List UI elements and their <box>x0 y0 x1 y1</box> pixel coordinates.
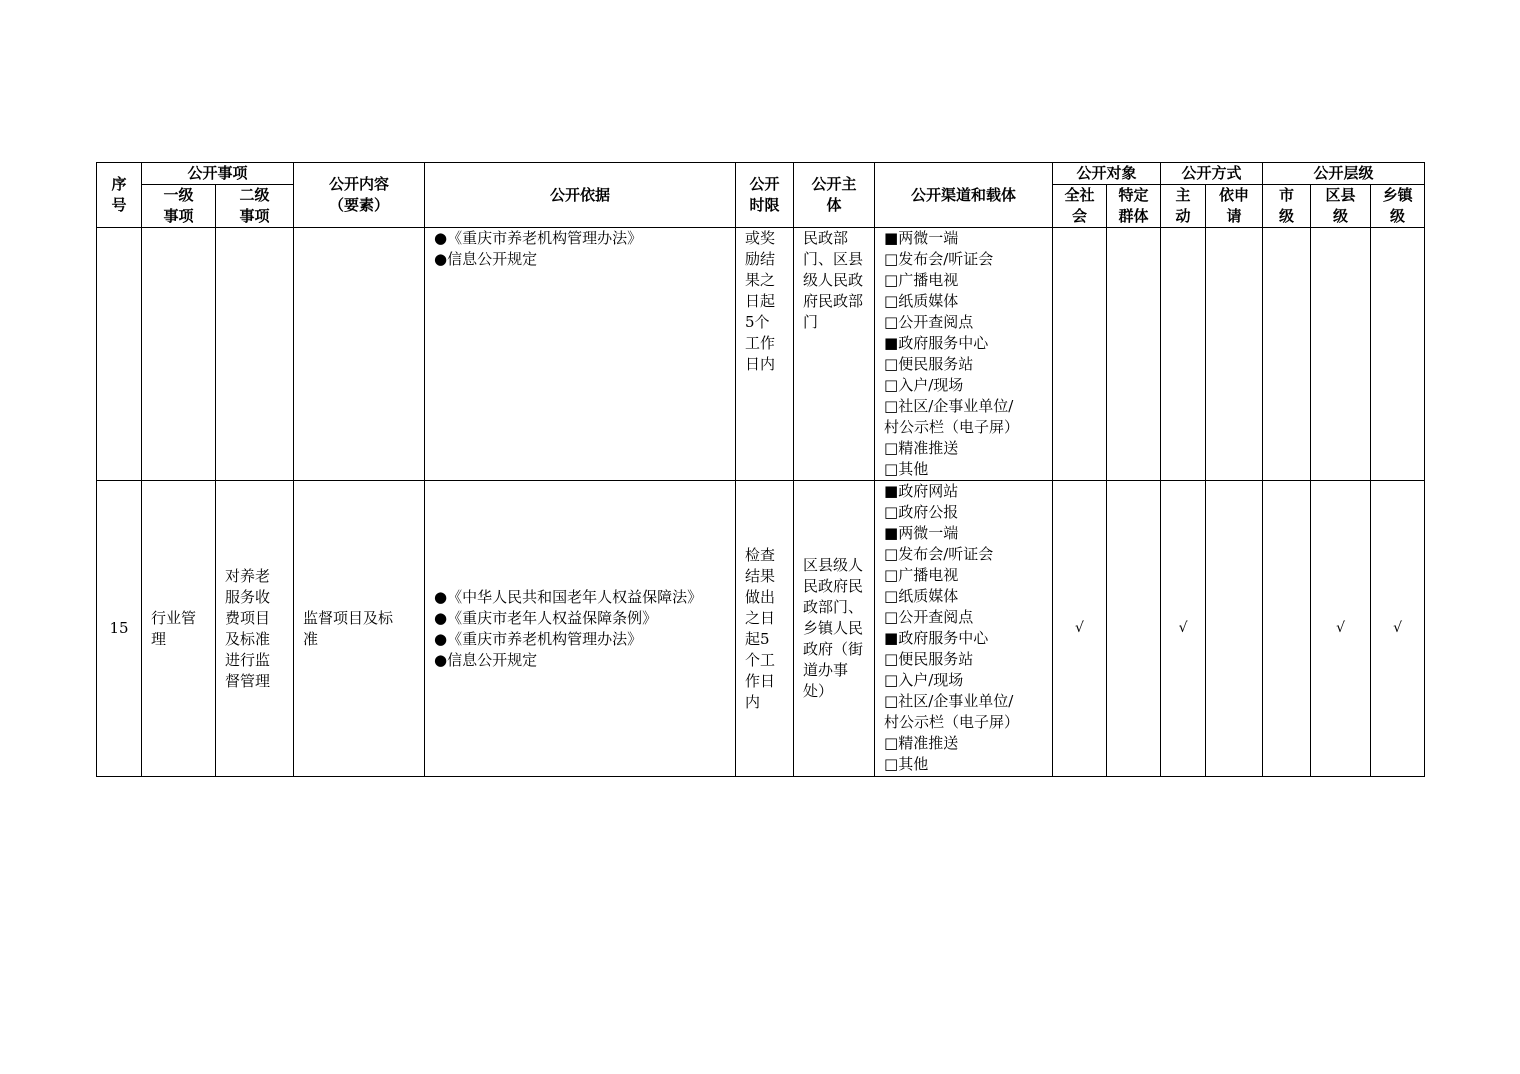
level-town-cell <box>1371 228 1425 481</box>
disclosure-table <box>96 162 1425 777</box>
header-level-town: 乡镇级 <box>1371 185 1425 228</box>
channel-item: □公开查阅点 <box>884 608 974 626</box>
channel-item: □政府公报 <box>884 503 959 521</box>
level-town-cell: √ <box>1371 481 1425 777</box>
level-district-cell: √ <box>1311 481 1371 777</box>
basis-item: ●信息公开规定 <box>434 250 538 268</box>
level-city-cell <box>1263 228 1311 481</box>
level-city-cell <box>1263 481 1311 777</box>
channel-item: □广播电视 <box>884 566 959 584</box>
basis-item: ●《中华人民共和国老年人权益保障法》 <box>434 587 703 606</box>
basis-item: ●《重庆市养老机构管理办法》 <box>434 229 643 247</box>
channel-item: □公开查阅点 <box>884 313 974 331</box>
basis-item: ●《重庆市养老机构管理办法》 <box>434 629 643 648</box>
channel-item: □入户/现场 <box>884 671 964 689</box>
target-all-cell <box>1053 228 1107 481</box>
table-row <box>97 481 1425 777</box>
header-level1: 一级事项 <box>142 185 216 228</box>
basis-item: ●《重庆市老年人权益保障条例》 <box>434 608 658 627</box>
level2-cell <box>216 228 294 481</box>
channel-item: □其他 <box>884 460 929 478</box>
channel-item: ■政府服务中心 <box>884 629 989 647</box>
level1-cell: 行业管理 <box>142 481 216 777</box>
seq-cell <box>97 228 142 481</box>
channel-item: □发布会/听证会 <box>884 545 994 563</box>
channel-item: □便民服务站 <box>884 650 974 668</box>
header-target-group: 公开对象 <box>1053 163 1161 185</box>
mode-request-cell <box>1206 228 1263 481</box>
mode-active-cell <box>1161 228 1206 481</box>
channel-item: ■两微一端 <box>884 229 959 247</box>
channel-item: □其他 <box>884 755 929 773</box>
target-specific-cell <box>1107 228 1161 481</box>
level2-cell: 对养老服务收费项目及标准进行监督管理 <box>216 481 294 777</box>
basis-item: ●信息公开规定 <box>434 650 538 669</box>
target-all-cell: √ <box>1053 481 1107 777</box>
header-basis: 公开依据 <box>425 163 736 228</box>
header-target-all: 全社会 <box>1053 185 1107 228</box>
header-items-group: 公开事项 <box>142 163 294 185</box>
header-level-group: 公开层级 <box>1263 163 1425 185</box>
basis-cell <box>425 481 736 777</box>
mode-active-cell: √ <box>1161 481 1206 777</box>
channel-item: □精准推送 <box>884 734 959 752</box>
header-level2: 二级事项 <box>216 185 294 228</box>
subject-cell: 民政部门、区县级人民政府民政部门 <box>794 228 875 481</box>
header-content: 公开内容（要素） <box>294 163 425 228</box>
table-row <box>97 228 1425 481</box>
header-time-limit: 公开时限 <box>736 163 794 228</box>
header-mode-active: 主动 <box>1161 185 1206 228</box>
channel-item: □纸质媒体 <box>884 292 959 310</box>
channel-item: □精准推送 <box>884 439 959 457</box>
channel-item: □入户/现场 <box>884 376 964 394</box>
header-mode-request: 依申请 <box>1206 185 1263 228</box>
time-limit-cell: 检查结果做出之日起5个工作日内 <box>736 481 794 777</box>
level-district-cell <box>1311 228 1371 481</box>
channels-cell <box>875 228 1053 481</box>
channel-item: □广播电视 <box>884 271 959 289</box>
target-specific-cell <box>1107 481 1161 777</box>
channel-item: □纸质媒体 <box>884 587 959 605</box>
table-header <box>97 163 1425 228</box>
channel-item: ■政府服务中心 <box>884 334 989 352</box>
basis-cell <box>425 228 736 481</box>
subject-cell: 区县级人民政府民政部门、乡镇人民政府（街道办事处） <box>794 481 875 777</box>
channel-item: ■两微一端 <box>884 524 959 542</box>
channel-item: □社区/企事业单位/村公示栏（电子屏） <box>884 692 1020 731</box>
header-level-city: 市级 <box>1263 185 1311 228</box>
header-level-district: 区县级 <box>1311 185 1371 228</box>
mode-request-cell <box>1206 481 1263 777</box>
header-subject: 公开主体 <box>794 163 875 228</box>
level1-cell <box>142 228 216 481</box>
seq-cell: 15 <box>97 481 142 777</box>
content-cell: 监督项目及标准 <box>294 481 425 777</box>
content-cell <box>294 228 425 481</box>
channels-cell <box>875 481 1053 777</box>
header-mode-group: 公开方式 <box>1161 163 1263 185</box>
header-channels: 公开渠道和载体 <box>875 163 1053 228</box>
header-target-specific: 特定群体 <box>1107 185 1161 228</box>
channel-item: □发布会/听证会 <box>884 250 994 268</box>
time-limit-cell: 或奖励结果之日起5个工作日内 <box>736 228 794 481</box>
channel-item: ■政府网站 <box>884 482 959 500</box>
header-seq: 序号 <box>97 163 142 228</box>
channel-item: □便民服务站 <box>884 355 974 373</box>
channel-item: □社区/企事业单位/村公示栏（电子屏） <box>884 397 1020 436</box>
